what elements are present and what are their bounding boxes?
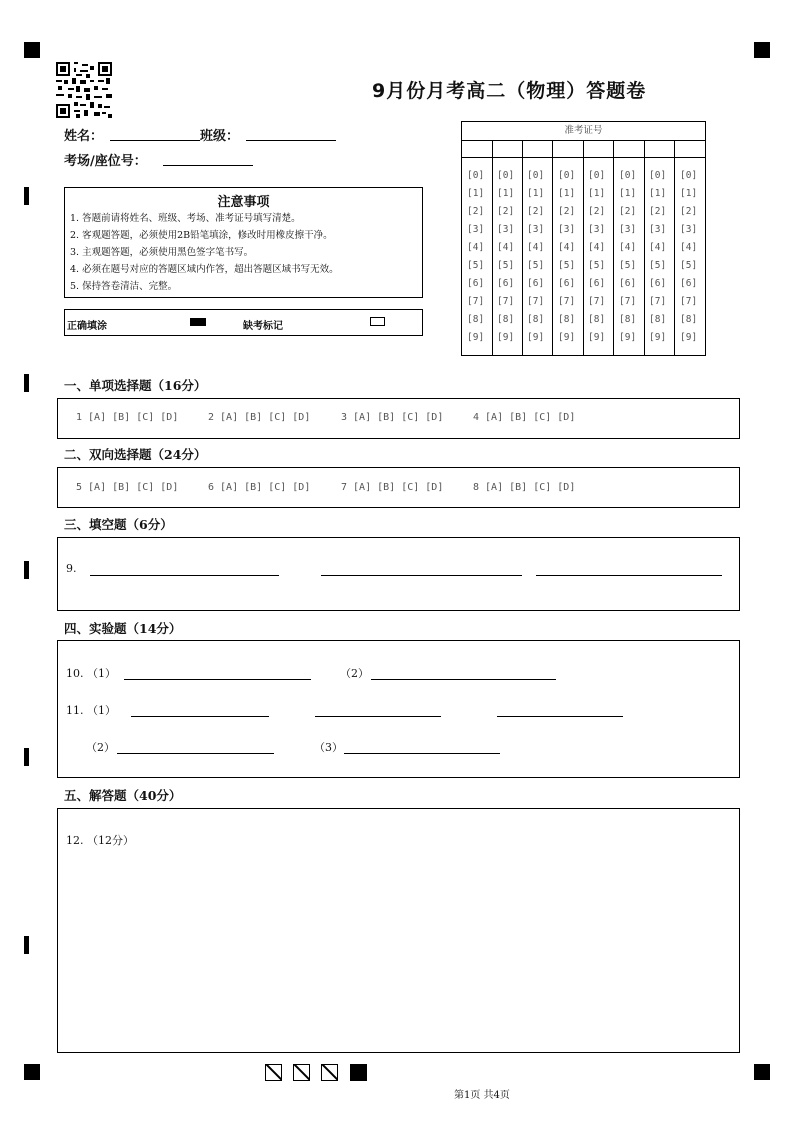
ticket-digit-option[interactable]: [1] [619,188,637,199]
ticket-digit-option[interactable]: [6] [558,278,576,289]
fill-legend [64,309,423,336]
ticket-digit-option[interactable]: [1] [467,188,485,199]
ticket-digit-box[interactable] [675,140,705,158]
single-choice-box [57,398,740,439]
seat-label: 考场/座位号： [64,154,147,169]
ticket-digit-option[interactable]: [5] [467,260,485,271]
ticket-digit-option[interactable]: [3] [649,224,667,235]
ticket-digit-box[interactable] [523,140,553,158]
choice-question[interactable]: 4 [A] [B] [C] [D] [473,412,576,423]
page-code-box [265,1064,282,1081]
choice-question[interactable]: 1 [A] [B] [C] [D] [76,412,179,423]
ticket-digit-option[interactable]: [1] [558,188,576,199]
ticket-digit-option[interactable]: [4] [588,242,606,253]
ticket-digit-option[interactable]: [4] [558,242,576,253]
side-mark [24,748,29,766]
ticket-digit-option[interactable]: [2] [527,206,545,217]
solution-answer-area[interactable] [57,808,740,1053]
ticket-digit-box[interactable] [462,140,493,158]
ticket-digit-option[interactable]: [1] [680,188,698,199]
ticket-digit-option[interactable]: [0] [497,170,515,181]
ticket-digit-option[interactable]: [2] [619,206,637,217]
ticket-digit-option[interactable]: [5] [649,260,667,271]
ticket-number-grid [461,121,706,356]
answer-blank[interactable] [497,716,623,717]
ticket-digit-option[interactable]: [4] [467,242,485,253]
choice-question[interactable]: 3 [A] [B] [C] [D] [341,412,444,423]
ticket-digit-option[interactable]: [7] [588,296,606,307]
ticket-digit-option[interactable]: [0] [527,170,545,181]
ticket-digit-option[interactable]: [0] [558,170,576,181]
notes-item: 2. 客观题答题，必须使用2B铅笔填涂，修改时用橡皮擦干净。 [70,230,333,241]
ticket-digit-option[interactable]: [4] [527,242,545,253]
ticket-digit-option[interactable]: [8] [467,314,485,325]
name-field[interactable] [110,140,200,141]
section-title-fill-blank: 三、填空题（6分） [64,517,173,532]
ticket-digit-option[interactable]: [6] [619,278,637,289]
choice-question[interactable]: 8 [A] [B] [C] [D] [473,482,576,493]
ticket-digit-option[interactable]: [5] [680,260,698,271]
absent-checkbox[interactable] [370,317,385,326]
ticket-digit-box[interactable] [614,140,645,158]
ticket-digit-option[interactable]: [2] [467,206,485,217]
ticket-digit-option[interactable]: [7] [497,296,515,307]
ticket-digit-option[interactable]: [3] [619,224,637,235]
notes-item: 4. 必须在题号对应的答题区域内作答，超出答题区域书写无效。 [70,264,339,275]
question-10-part-2-label: （2） [340,667,369,680]
notes-item: 5. 保持答卷清洁、完整。 [70,281,178,292]
name-label: 姓名： [64,129,104,144]
ticket-digit-option[interactable]: [0] [649,170,667,181]
ticket-digit-option[interactable]: [4] [649,242,667,253]
side-mark [24,374,29,392]
notes-item: 3. 主观题答题，必须使用黑色签字笔书写。 [70,247,254,258]
ticket-digit-option[interactable]: [7] [680,296,698,307]
ticket-digit-option[interactable]: [9] [649,332,667,343]
ticket-digit-option[interactable]: [3] [467,224,485,235]
fill-blank-box [57,537,740,611]
ticket-digit-option[interactable]: [6] [497,278,515,289]
ticket-digit-option[interactable]: [3] [558,224,576,235]
ticket-digit-option[interactable]: [6] [527,278,545,289]
ticket-digit-option[interactable]: [8] [588,314,606,325]
answer-blank[interactable] [315,716,441,717]
answer-blank[interactable] [124,679,311,680]
ticket-digit-option[interactable]: [0] [588,170,606,181]
choice-question[interactable]: 5 [A] [B] [C] [D] [76,482,179,493]
ticket-digit-option[interactable]: [7] [649,296,667,307]
ticket-digit-box[interactable] [645,140,675,158]
corner-mark-bottom-right [754,1064,770,1080]
answer-blank[interactable] [90,575,279,576]
class-label: 班级： [200,129,240,144]
ticket-digit-option[interactable]: [5] [558,260,576,271]
section-title-double-choice: 二、双向选择题（24分） [64,447,207,462]
ticket-digit-option[interactable]: [7] [558,296,576,307]
section-title-experiment: 四、实验题（14分） [64,621,182,636]
answer-blank[interactable] [371,679,556,680]
ticket-digit-option[interactable]: [5] [527,260,545,271]
ticket-digit-option[interactable]: [3] [588,224,606,235]
ticket-digit-option[interactable]: [0] [467,170,485,181]
question-11-part-3-label: （3） [314,741,343,754]
answer-blank[interactable] [321,575,522,576]
ticket-digit-option[interactable]: [5] [619,260,637,271]
corner-mark-bottom-left [24,1064,40,1080]
ticket-digit-option[interactable]: [3] [527,224,545,235]
correct-fill-label: 正确填涂 [67,321,107,332]
experiment-box [57,640,740,778]
choice-question[interactable]: 2 [A] [B] [C] [D] [208,412,311,423]
ticket-digit-option[interactable]: [9] [527,332,545,343]
ticket-label: 准考证号 [462,122,705,141]
class-field[interactable] [246,140,336,141]
ticket-digit-option[interactable]: [4] [497,242,515,253]
ticket-digit-option[interactable]: [8] [497,314,515,325]
notes-title: 注意事项 [217,195,270,210]
section-title-solution: 五、解答题（40分） [64,788,182,803]
corner-mark-top-left [24,42,40,58]
notes-box [64,187,423,298]
ticket-digit-option[interactable]: [4] [619,242,637,253]
ticket-digit-option[interactable]: [1] [497,188,515,199]
ticket-digit-option[interactable]: [9] [558,332,576,343]
choice-question[interactable]: 7 [A] [B] [C] [D] [341,482,444,493]
choice-question[interactable]: 6 [A] [B] [C] [D] [208,482,311,493]
ticket-digit-option[interactable]: [0] [680,170,698,181]
ticket-digit-option[interactable]: [3] [497,224,515,235]
ticket-digit-option[interactable]: [7] [467,296,485,307]
ticket-digit-option[interactable]: [9] [680,332,698,343]
ticket-digit-option[interactable]: [8] [558,314,576,325]
answer-blank[interactable] [117,753,274,754]
ticket-digit-option[interactable]: [8] [649,314,667,325]
double-choice-box [57,467,740,508]
ticket-digit-option[interactable]: [9] [467,332,485,343]
ticket-digit-option[interactable]: [1] [527,188,545,199]
answer-blank[interactable] [344,753,500,754]
page-code-box [293,1064,310,1081]
answer-blank[interactable] [536,575,722,576]
ticket-digit-option[interactable]: [7] [619,296,637,307]
question-10-label: 10. （1） [66,667,116,680]
ticket-digit-option[interactable]: [8] [680,314,698,325]
ticket-digit-option[interactable]: [5] [497,260,515,271]
side-mark [24,561,29,579]
ticket-digit-option[interactable]: [2] [497,206,515,217]
ticket-digit-box[interactable] [584,140,614,158]
seat-field[interactable] [163,165,253,166]
question-11-part-2-label: （2） [86,741,115,754]
absent-mark-label: 缺考标记 [243,321,283,332]
ticket-digit-option[interactable]: [8] [619,314,637,325]
filled-sample-icon [190,318,206,326]
ticket-digit-option[interactable]: [6] [467,278,485,289]
ticket-digit-option[interactable]: [2] [558,206,576,217]
page-number: 第1页 共4页 [454,1090,510,1101]
corner-mark-top-right [754,42,770,58]
ticket-digit-option[interactable]: [0] [619,170,637,181]
qr-code-icon [56,62,112,118]
ticket-digit-box[interactable] [553,140,584,158]
ticket-digit-option[interactable]: [3] [680,224,698,235]
notes-item: 1. 答题前请将姓名、班级、考场、准考证号填写清楚。 [70,213,301,224]
ticket-digit-option[interactable]: [8] [527,314,545,325]
ticket-digit-option[interactable]: [1] [588,188,606,199]
ticket-digit-option[interactable]: [6] [680,278,698,289]
ticket-digit-option[interactable]: [2] [680,206,698,217]
ticket-digit-option[interactable]: [2] [588,206,606,217]
ticket-digit-option[interactable]: [9] [588,332,606,343]
page-title: 9月份月考高二（物理）答题卷 [372,80,647,102]
page-code-box [321,1064,338,1081]
ticket-digit-option[interactable]: [7] [527,296,545,307]
ticket-digit-box[interactable] [493,140,523,158]
answer-blank[interactable] [131,716,269,717]
ticket-digit-option[interactable]: [2] [649,206,667,217]
ticket-digit-option[interactable]: [6] [649,278,667,289]
ticket-digit-option[interactable]: [9] [619,332,637,343]
side-mark [24,187,29,205]
question-11-label: 11. （1） [66,704,116,717]
ticket-digit-option[interactable]: [6] [588,278,606,289]
side-mark [24,936,29,954]
question-12-label: 12. （12分） [66,834,134,847]
ticket-digit-option[interactable]: [9] [497,332,515,343]
page-code-box-filled [350,1064,367,1081]
ticket-digit-option[interactable]: [1] [649,188,667,199]
ticket-digit-option[interactable]: [5] [588,260,606,271]
section-title-single-choice: 一、单项选择题（16分） [64,378,207,393]
ticket-digit-option[interactable]: [4] [680,242,698,253]
question-9-label: 9. [66,562,77,575]
